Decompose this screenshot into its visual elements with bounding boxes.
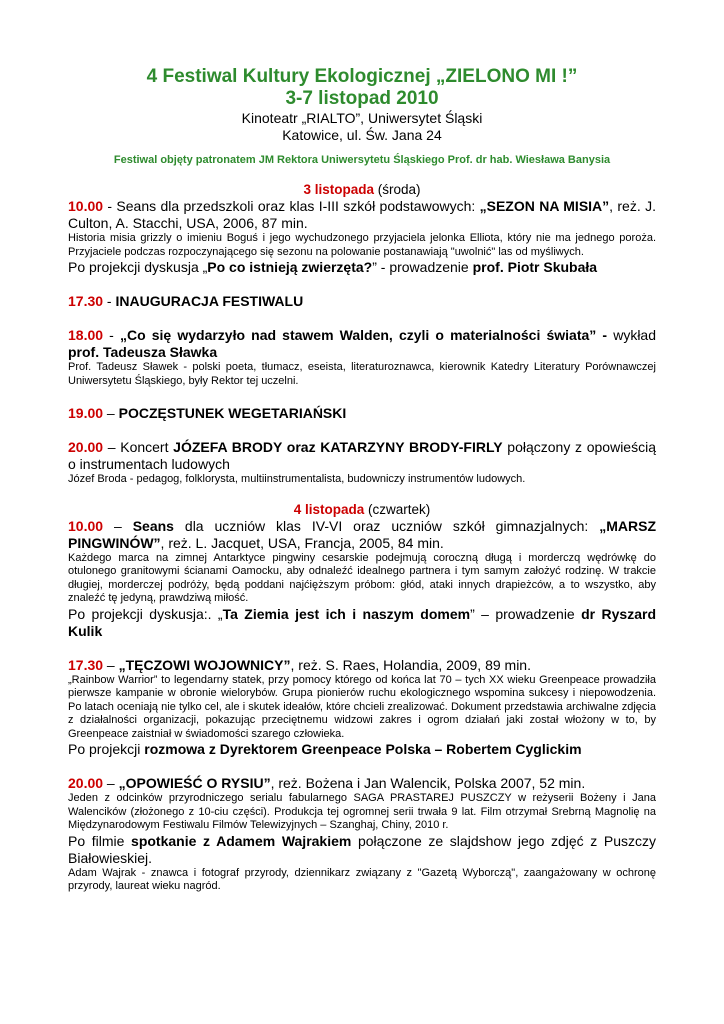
event-text: dla uczniów klas IV-VI oraz uczniów szkół gimnazjalnych: bbox=[173, 517, 600, 534]
host-name: prof. Piotr Skubała bbox=[472, 259, 598, 275]
event-entry bbox=[68, 657, 656, 674]
event-entry bbox=[68, 327, 656, 361]
event-text: , reż. L. Jacquet, USA, Francja, 2005, 84 min. bbox=[160, 534, 444, 551]
event-time: 19.00 bbox=[68, 405, 104, 421]
followup-text: Po projekcji dyskusja „ bbox=[68, 259, 208, 275]
event-followup bbox=[68, 833, 656, 867]
followup-text: Po projekcji dyskusja:. „ bbox=[68, 605, 223, 622]
event-time: 20.00 bbox=[68, 439, 104, 455]
event-text: – bbox=[103, 775, 119, 791]
event-text: wykład bbox=[613, 327, 656, 343]
event-text: połączony z opowieścią o instrumentach ludowych bbox=[68, 439, 656, 472]
event-followup bbox=[68, 741, 656, 758]
film-title: „OPOWIEŚĆ O RYSIU” bbox=[118, 775, 271, 791]
day-weekday: (czwartek) bbox=[364, 501, 431, 517]
day-date: 3 listopada bbox=[303, 182, 374, 197]
film-title: „SEZON NA MISIA” bbox=[479, 198, 610, 214]
festival-title: 4 Festiwal Kultury Ekologicznej „ZIELONO MI !” bbox=[146, 66, 578, 87]
followup-text: Po filmie bbox=[68, 832, 132, 849]
event-entry bbox=[68, 293, 656, 310]
event-text: – bbox=[103, 517, 133, 534]
event-text: - Seans dla przedszkoli oraz klas I-III szkół podstawowych: bbox=[103, 198, 480, 214]
followup-text: połączone ze slajdshow jego zdjęć z Puszczy Białowieskiej. bbox=[68, 832, 657, 866]
film-title: „MARSZ PINGWINÓW” bbox=[68, 517, 656, 551]
event-text: - bbox=[103, 327, 120, 343]
followup-text: ” - prowadzenie bbox=[372, 259, 473, 275]
event-text: , reż. J. Culton, A. Stacchi, USA, 2006, 87 min. bbox=[68, 198, 656, 231]
event-label: Seans bbox=[132, 517, 174, 534]
followup-highlight: spotkanie z Adamem Wajrakiem bbox=[131, 832, 352, 849]
event-text: , reż. S. Raes, Holandia, 2009, 89 min. bbox=[290, 656, 531, 673]
patronage-note: Festiwal objęty patronatem JM Rektora Uniwersytetu Śląskiego Prof. dr hab. Wiesława Banysia bbox=[113, 154, 611, 166]
event-entry bbox=[68, 775, 656, 792]
event-text: – bbox=[103, 405, 119, 421]
venue: Kinoteatr „RIALTO”, Uniwersytet Śląski bbox=[241, 110, 483, 126]
discussion-topic: Po co istnieją zwierzęta? bbox=[207, 259, 373, 275]
address: Katowice, ul. Św. Jana 24 bbox=[282, 127, 442, 143]
event-description: Prof. Tadeusz Sławek - polski poeta, tłumacz, eseista, literaturoznawca, kierownik Katedry Literatury Porównawczej Uniwersytetu Śląskiego, były Rektor tej uczelni. bbox=[68, 361, 656, 387]
followup-text: Po projekcji bbox=[68, 741, 145, 757]
event-text: - bbox=[103, 293, 116, 309]
artists-names: JÓZEFA BRODY oraz KATARZYNY BRODY-FIRLY bbox=[173, 439, 503, 455]
event-title: INAUGURACJA FESTIWALU bbox=[115, 293, 304, 309]
day-date: 4 listopada bbox=[293, 501, 365, 517]
program-document bbox=[68, 66, 656, 894]
event-followup bbox=[68, 606, 656, 640]
event-description: Jeden z odcinków przyrodniczego serialu fabularnego SAGA PRASTAREJ PUSZCZY w reżyserii Bożeny i Jana Walencików (złożonego z 10-ciu części). Produkcja tej ogromnej serii trwała 9 lat. Film otrzymał Srebrną Magnolię na Międzynarodowym Festiwalu Filmów Telewizyjnych – Szanghaj, Chiny, 2010 r. bbox=[68, 792, 656, 831]
host-name: dr Ryszard Kulik bbox=[68, 605, 656, 639]
event-time: 17.30 bbox=[68, 656, 104, 673]
day-weekday: (środa) bbox=[374, 182, 421, 197]
event-text: , reż. Bożena i Jan Walencik, Polska 2007, 52 min. bbox=[270, 775, 586, 791]
day-heading bbox=[68, 181, 656, 198]
event-description: Historia misia grizzly o imieniu Boguś i jego wychudzonego przyjaciela jelonka Elliota, który nie ma jednego poroża. Przyjaciele podczas rozpoczynającego się sezonu na polowanie postanawiają "uwolnić" las od myśliwych. bbox=[68, 232, 656, 258]
event-time: 18.00 bbox=[68, 327, 104, 343]
day-heading bbox=[68, 501, 656, 518]
lecture-title: „Co się wydarzyło nad stawem Walden, czyli o materialności świata” - bbox=[119, 327, 614, 343]
event-text: – Koncert bbox=[103, 439, 174, 455]
event-description: Józef Broda - pedagog, folklorysta, multiinstrumentalista, budowniczy instrumentów ludowych. bbox=[68, 473, 526, 485]
film-title: „TĘCZOWI WOJOWNICY” bbox=[118, 656, 291, 673]
event-entry bbox=[68, 518, 656, 552]
event-time: 20.00 bbox=[68, 775, 104, 791]
festival-dates: 3-7 listopad 2010 bbox=[285, 88, 439, 109]
event-time: 17.30 bbox=[68, 293, 104, 309]
event-entry bbox=[68, 439, 656, 473]
discussion-topic: Ta Ziemia jest ich i naszym domem bbox=[222, 605, 471, 622]
guest-description: Adam Wajrak - znawca i fotograf przyrody, dziennikarz związany z "Gazetą Wyborczą", zaangażowany w ochronę przyrody, laureat wieku nagród. bbox=[68, 866, 656, 892]
event-time: 10.00 bbox=[68, 517, 104, 534]
event-time: 10.00 bbox=[68, 198, 104, 214]
event-description: Każdego marca na zimnej Antarktyce pingwiny cesarskie podejmują coroczną długą i morderczq wędrówkę do otulonego granitowymi ścianami Oamocku, aby odnaleźć idealnego partnera i tym samym założyć rodzinę. W trakcie długiej, morderczej podróży, będą poddani najćięższym próbom: głód, ataki innych drapieżców, a to wszystko, aby znaleźć tę jedyną, prawdziwą miłość. bbox=[68, 551, 656, 604]
followup-highlight: rozmowa z Dyrektorem Greenpeace Polska – Robertem Cyglickim bbox=[144, 741, 582, 757]
followup-text: ” – prowadzenie bbox=[470, 605, 582, 622]
event-entry bbox=[68, 405, 656, 422]
event-title: POCZĘSTUNEK WEGETARIAŃSKI bbox=[118, 405, 347, 421]
speaker-name: prof. Tadeusza Sławka bbox=[68, 344, 218, 360]
event-entry bbox=[68, 198, 656, 232]
event-text: – bbox=[103, 656, 119, 673]
event-followup bbox=[68, 259, 656, 276]
event-description: „Rainbow Warrior” to legendarny statek, przy pomocy którego od końca lat 70 – tych XX wieku Greenpeace prowadziła pierwsze kampanie w obronie wielorybów. Grupa pionierów ruchu ekologicznego wspomina sukcesy i niepowodzenia. Po latach oceniają nie tylko cel, ale i skutek ideałów, które chcieli zrealizować. Dokument przedstawia archiwalne zdjęcia z działalności organizacji, pokazując przeciętnemu widzowi zakres i ogrom działań jaki został włożony w to, by Greenpeace zaistniał w świadomości szarego człowieka. bbox=[68, 673, 656, 740]
